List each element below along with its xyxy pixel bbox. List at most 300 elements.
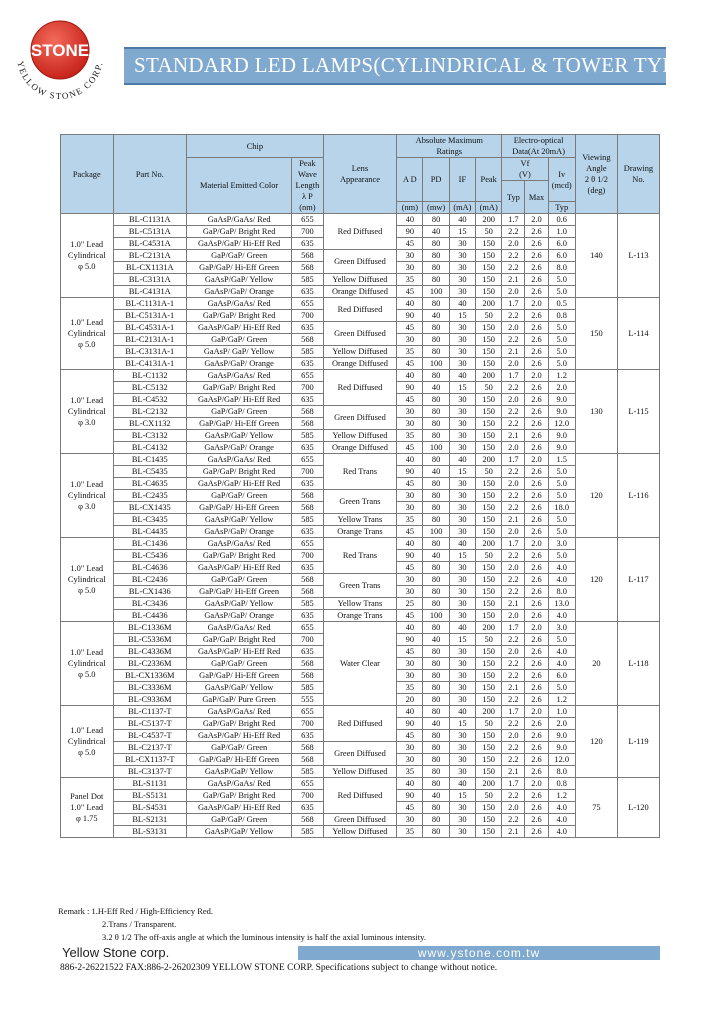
iv-typ-cell: 1.0 — [548, 706, 575, 718]
peak-current-cell: 200 — [476, 778, 502, 790]
material-cell: GaAsP/GaP/ Hi-Eff Red — [187, 730, 292, 742]
header-peak-wavelength — [292, 158, 324, 214]
ad-cell: 45 — [397, 802, 423, 814]
ad-cell: 30 — [397, 334, 423, 346]
iv-typ-cell: 9.0 — [548, 730, 575, 742]
wavelength-cell: 635 — [292, 286, 324, 298]
wavelength-cell: 635 — [292, 730, 324, 742]
table-row — [61, 286, 660, 298]
vf-typ-cell: 2.1 — [502, 514, 525, 526]
pd-cell: 80 — [423, 802, 449, 814]
ad-cell: 90 — [397, 718, 423, 730]
peak-current-cell: 150 — [476, 418, 502, 430]
peak-current-cell: 150 — [476, 562, 502, 574]
table-row — [61, 742, 660, 754]
pd-cell: 80 — [423, 622, 449, 634]
wavelength-cell: 568 — [292, 418, 324, 430]
iv-typ-cell: 0.6 — [548, 214, 575, 226]
vf-max-cell: 2.6 — [525, 502, 548, 514]
pd-cell: 80 — [423, 394, 449, 406]
material-cell: GaP/GaP/ Green — [187, 742, 292, 754]
header-pd: PD — [423, 158, 449, 202]
package-line: 1.0" Lead — [70, 648, 104, 657]
ad-cell: 40 — [397, 538, 423, 550]
wavelength-cell: 635 — [292, 442, 324, 454]
wavelength-cell: 655 — [292, 298, 324, 310]
pd-cell: 80 — [423, 478, 449, 490]
ad-cell: 25 — [397, 598, 423, 610]
ad-cell: 30 — [397, 754, 423, 766]
material-cell: GaP/GaP/ Pure Green — [187, 694, 292, 706]
part-number-cell: BL-S4531 — [113, 802, 187, 814]
wavelength-cell: 655 — [292, 370, 324, 382]
wavelength-cell: 568 — [292, 742, 324, 754]
vf-typ-cell: 2.2 — [502, 634, 525, 646]
pd-cell: 100 — [423, 442, 449, 454]
ad-cell: 30 — [397, 658, 423, 670]
vf-max-cell: 2.0 — [525, 706, 548, 718]
vf-typ-cell: 1.7 — [502, 214, 525, 226]
svg-text:YELLOW STONE CORP.: YELLOW STONE CORP. — [15, 60, 105, 102]
part-number-cell: BL-S1131 — [113, 778, 187, 790]
part-number-cell: BL-C2131A — [113, 250, 187, 262]
wavelength-cell: 568 — [292, 814, 324, 826]
vf-max-cell: 2.0 — [525, 538, 548, 550]
if-cell: 30 — [449, 250, 475, 262]
package-line: 1.0" Lead — [70, 480, 104, 489]
iv-typ-cell: 0.8 — [548, 310, 575, 322]
table-body — [61, 214, 660, 838]
peak-current-cell: 150 — [476, 514, 502, 526]
iv-typ-cell: 12.0 — [548, 754, 575, 766]
ad-cell: 90 — [397, 790, 423, 802]
drawing-no-cell: L-117 — [617, 538, 659, 622]
material-cell: GaAsP/GaP/ Hi-Eff Red — [187, 802, 292, 814]
iv-typ-cell: 9.0 — [548, 430, 575, 442]
vf-max-cell: 2.6 — [525, 670, 548, 682]
peak-current-cell: 50 — [476, 382, 502, 394]
vf-max-cell: 2.6 — [525, 442, 548, 454]
peak-current-cell: 150 — [476, 826, 502, 838]
part-number-cell: BL-C2435 — [113, 490, 187, 502]
material-cell: GaAsP/GaP/ Orange — [187, 610, 292, 622]
material-cell: GaAsP/GaAs/ Red — [187, 706, 292, 718]
vf-max-cell: 2.6 — [525, 610, 548, 622]
material-cell: GaAsP/GaAs/ Red — [187, 778, 292, 790]
table-row — [61, 574, 660, 586]
wavelength-cell: 635 — [292, 802, 324, 814]
vf-max-cell: 2.6 — [525, 418, 548, 430]
iv-typ-cell: 9.0 — [548, 742, 575, 754]
peak-current-cell: 150 — [476, 646, 502, 658]
vf-max-cell: 2.6 — [525, 574, 548, 586]
wavelength-cell: 585 — [292, 826, 324, 838]
if-cell: 30 — [449, 802, 475, 814]
lens-cell: Yellow Diffused — [323, 346, 397, 358]
ad-cell: 45 — [397, 358, 423, 370]
material-cell: GaAsP/GaP/ Yellow — [187, 682, 292, 694]
pd-cell: 80 — [423, 418, 449, 430]
header-vf — [502, 158, 548, 181]
lens-cell: Yellow Diffused — [323, 274, 397, 286]
iv-typ-cell: 5.0 — [548, 514, 575, 526]
viewing-angle-cell: 130 — [575, 370, 617, 454]
vf-typ-cell: 2.1 — [502, 826, 525, 838]
peak-current-cell: 150 — [476, 394, 502, 406]
vf-max-cell: 2.6 — [525, 754, 548, 766]
material-cell: GaP/GaP/ Green — [187, 574, 292, 586]
part-number-cell: BL-S3131 — [113, 826, 187, 838]
if-cell: 15 — [449, 634, 475, 646]
header-if: IF — [449, 158, 475, 202]
table-row — [61, 490, 660, 502]
pd-cell: 80 — [423, 670, 449, 682]
ad-cell: 40 — [397, 370, 423, 382]
pd-cell: 80 — [423, 490, 449, 502]
material-cell: GaP/GaP/ Bright Red — [187, 466, 292, 478]
wavelength-cell: 655 — [292, 454, 324, 466]
vf-max-cell: 2.6 — [525, 766, 548, 778]
ad-cell: 90 — [397, 382, 423, 394]
package-line: φ 5.0 — [78, 748, 96, 757]
part-number-cell: BL-S2131 — [113, 814, 187, 826]
package-cell — [61, 538, 114, 622]
wavelength-cell: 700 — [292, 226, 324, 238]
pd-cell: 80 — [423, 778, 449, 790]
peak-current-cell: 50 — [476, 790, 502, 802]
website-banner — [298, 946, 660, 960]
vf-typ-cell: 2.1 — [502, 766, 525, 778]
lens-cell: Red Diffused — [323, 706, 397, 742]
part-number-cell: BL-C2137-T — [113, 742, 187, 754]
material-cell: GaP/GaP/ Bright Red — [187, 310, 292, 322]
part-number-cell: BL-C3137-T — [113, 766, 187, 778]
if-cell: 40 — [449, 622, 475, 634]
iv-typ-cell: 4.0 — [548, 574, 575, 586]
material-cell: GaAsP/GaAs/ Red — [187, 370, 292, 382]
peak-current-cell: 150 — [476, 238, 502, 250]
package-line: Panel Dot — [70, 792, 104, 801]
lens-cell: Orange Diffused — [323, 442, 397, 454]
pd-cell: 80 — [423, 214, 449, 226]
pd-cell: 100 — [423, 526, 449, 538]
material-cell: GaAsP/GaP/ Hi-Eff Red — [187, 478, 292, 490]
iv-typ-cell: 5.0 — [548, 490, 575, 502]
vf-typ-cell: 2.0 — [502, 442, 525, 454]
part-number-cell: BL-C2132 — [113, 406, 187, 418]
vf-typ-cell: 2.2 — [502, 310, 525, 322]
vf-typ-cell: 2.2 — [502, 658, 525, 670]
material-cell: GaP/GaP/ Hi-Eff Green — [187, 262, 292, 274]
ad-cell: 40 — [397, 214, 423, 226]
part-number-cell: BL-CX1336M — [113, 670, 187, 682]
wavelength-cell: 700 — [292, 718, 324, 730]
package-line: 1.0" Lead — [70, 564, 104, 573]
pd-cell: 40 — [423, 634, 449, 646]
package-line: φ 3.0 — [78, 502, 96, 511]
ad-cell: 45 — [397, 526, 423, 538]
part-number-cell: BL-C5435 — [113, 466, 187, 478]
ad-cell: 30 — [397, 502, 423, 514]
ad-cell: 45 — [397, 442, 423, 454]
package-line: φ 3.0 — [78, 418, 96, 427]
iv-typ-cell: 4.0 — [548, 826, 575, 838]
wavelength-cell: 555 — [292, 694, 324, 706]
part-number-cell: BL-CX1137-T — [113, 754, 187, 766]
wavelength-cell: 568 — [292, 502, 324, 514]
if-cell: 30 — [449, 766, 475, 778]
header-ad-unit: (nm) — [397, 202, 423, 214]
pd-cell: 80 — [423, 250, 449, 262]
pd-cell: 40 — [423, 550, 449, 562]
wavelength-cell: 700 — [292, 466, 324, 478]
if-cell: 30 — [449, 598, 475, 610]
material-cell: GaAsP/GaAs/ Red — [187, 214, 292, 226]
lens-cell: Red Diffused — [323, 370, 397, 406]
if-cell: 30 — [449, 430, 475, 442]
table-row — [61, 214, 660, 226]
vf-max-cell: 2.0 — [525, 778, 548, 790]
header-iv — [548, 158, 575, 202]
wavelength-cell: 700 — [292, 310, 324, 322]
if-cell: 30 — [449, 742, 475, 754]
remark-line-2: 2.Trans / Transparent. — [102, 919, 177, 929]
material-cell: GaAsP/GaP/ Yellow — [187, 274, 292, 286]
wavelength-cell: 585 — [292, 274, 324, 286]
wavelength-cell: 635 — [292, 478, 324, 490]
ad-cell: 30 — [397, 406, 423, 418]
material-cell: GaP/GaP/ Bright Red — [187, 382, 292, 394]
material-cell: GaP/GaP/ Green — [187, 814, 292, 826]
vf-max-cell: 2.6 — [525, 358, 548, 370]
vf-typ-cell: 2.2 — [502, 418, 525, 430]
vf-typ-cell: 2.0 — [502, 610, 525, 622]
pd-cell: 80 — [423, 574, 449, 586]
viewing-angle-cell: 120 — [575, 706, 617, 778]
lens-cell: Green Diffused — [323, 406, 397, 430]
peak-current-cell: 150 — [476, 406, 502, 418]
vf-typ-cell: 2.0 — [502, 646, 525, 658]
pd-cell: 100 — [423, 358, 449, 370]
lens-cell: Green Diffused — [323, 250, 397, 274]
vf-typ-cell: 2.0 — [502, 562, 525, 574]
pd-cell: 100 — [423, 286, 449, 298]
part-number-cell: BL-C2336M — [113, 658, 187, 670]
pd-cell: 100 — [423, 610, 449, 622]
vf-typ-cell: 2.2 — [502, 742, 525, 754]
header-vf-typ: Typ — [502, 181, 525, 214]
pd-cell: 80 — [423, 706, 449, 718]
material-cell: GaP/GaP/ Bright Red — [187, 550, 292, 562]
material-cell: GaAsP/GaP/ Hi-Eff Red — [187, 394, 292, 406]
iv-typ-cell: 5.0 — [548, 526, 575, 538]
vf-typ-cell: 1.7 — [502, 454, 525, 466]
iv-typ-cell: 5.0 — [548, 346, 575, 358]
if-cell: 15 — [449, 226, 475, 238]
iv-typ-cell: 8.0 — [548, 262, 575, 274]
vf-max-cell: 2.6 — [525, 406, 548, 418]
vf-max-cell: 2.6 — [525, 562, 548, 574]
if-cell: 40 — [449, 778, 475, 790]
header-part-no: Part No. — [113, 135, 187, 214]
wavelength-cell: 700 — [292, 634, 324, 646]
vf-max-cell: 2.0 — [525, 298, 548, 310]
vf-typ-cell: 2.2 — [502, 718, 525, 730]
lens-cell: Green Trans — [323, 490, 397, 514]
vf-typ-cell: 2.0 — [502, 730, 525, 742]
peak-current-cell: 150 — [476, 658, 502, 670]
iv-typ-cell: 3.0 — [548, 538, 575, 550]
wavelength-cell: 655 — [292, 706, 324, 718]
ad-cell: 90 — [397, 634, 423, 646]
iv-typ-cell: 5.0 — [548, 550, 575, 562]
vf-max-cell: 2.6 — [525, 286, 548, 298]
vf-max-cell: 2.6 — [525, 478, 548, 490]
part-number-cell: BL-C4532 — [113, 394, 187, 406]
lens-cell: Red Trans — [323, 454, 397, 490]
page-title: STANDARD LED LAMPS(CYLINDRICAL & TOWER TYPES) — [134, 53, 707, 77]
ad-cell: 90 — [397, 466, 423, 478]
wavelength-cell: 585 — [292, 346, 324, 358]
if-cell: 15 — [449, 790, 475, 802]
vf-typ-cell: 2.0 — [502, 394, 525, 406]
vf-typ-cell: 2.2 — [502, 790, 525, 802]
svg-text:STONE: STONE — [30, 41, 90, 60]
ad-cell: 35 — [397, 826, 423, 838]
if-cell: 30 — [449, 826, 475, 838]
ad-cell: 30 — [397, 814, 423, 826]
iv-typ-cell: 5.0 — [548, 478, 575, 490]
ad-cell: 30 — [397, 250, 423, 262]
iv-typ-cell: 4.0 — [548, 658, 575, 670]
material-cell: GaP/GaP/ Green — [187, 658, 292, 670]
header-chip: Chip — [187, 135, 324, 158]
ad-cell: 45 — [397, 478, 423, 490]
header-wl-line3: Length — [295, 181, 320, 190]
vf-max-cell: 2.6 — [525, 250, 548, 262]
vf-max-cell: 2.6 — [525, 394, 548, 406]
pd-cell: 80 — [423, 538, 449, 550]
package-line: 1.0" Lead — [70, 318, 104, 327]
pd-cell: 40 — [423, 718, 449, 730]
website-link[interactable]: www.ystone.com.tw — [417, 946, 541, 960]
iv-typ-cell: 4.0 — [548, 562, 575, 574]
vf-max-cell: 2.6 — [525, 814, 548, 826]
material-cell: GaP/GaP/ Hi-Eff Green — [187, 586, 292, 598]
vf-max-cell: 2.6 — [525, 790, 548, 802]
if-cell: 40 — [449, 214, 475, 226]
peak-current-cell: 150 — [476, 442, 502, 454]
part-number-cell: BL-C5436 — [113, 550, 187, 562]
peak-current-cell: 150 — [476, 802, 502, 814]
table-row — [61, 514, 660, 526]
material-cell: GaAsP/GaP/ Hi-Eff Red — [187, 322, 292, 334]
lens-cell: Red Diffused — [323, 214, 397, 250]
peak-current-cell: 50 — [476, 226, 502, 238]
ad-cell: 20 — [397, 694, 423, 706]
if-cell: 30 — [449, 562, 475, 574]
vf-max-cell: 2.0 — [525, 214, 548, 226]
pd-cell: 80 — [423, 430, 449, 442]
vf-typ-cell: 2.2 — [502, 406, 525, 418]
table-row — [61, 766, 660, 778]
if-cell: 15 — [449, 466, 475, 478]
pd-cell: 80 — [423, 730, 449, 742]
vf-typ-cell: 1.7 — [502, 778, 525, 790]
vf-typ-cell: 2.2 — [502, 466, 525, 478]
vf-max-cell: 2.6 — [525, 634, 548, 646]
wavelength-cell: 568 — [292, 250, 324, 262]
peak-current-cell: 150 — [476, 334, 502, 346]
vf-typ-cell: 2.1 — [502, 346, 525, 358]
drawing-no-cell: L-114 — [617, 298, 659, 370]
iv-typ-cell: 8.0 — [548, 586, 575, 598]
peak-current-cell: 150 — [476, 322, 502, 334]
part-number-cell: BL-C4531A-1 — [113, 322, 187, 334]
material-cell: GaAsP/GaAs/ Red — [187, 538, 292, 550]
vf-max-cell: 2.6 — [525, 274, 548, 286]
ad-cell: 35 — [397, 430, 423, 442]
lens-cell: Orange Trans — [323, 526, 397, 538]
wavelength-cell: 585 — [292, 430, 324, 442]
lens-cell: Yellow Diffused — [323, 766, 397, 778]
ad-cell: 35 — [397, 274, 423, 286]
vf-typ-cell: 2.2 — [502, 814, 525, 826]
viewing-angle-cell: 120 — [575, 538, 617, 622]
peak-current-cell: 150 — [476, 490, 502, 502]
if-cell: 30 — [449, 694, 475, 706]
header-wl-line5: (nm) — [299, 203, 316, 212]
material-cell: GaP/GaP/ Hi-Eff Green — [187, 754, 292, 766]
material-cell: GaAsP/GaP/ Hi-Eff Red — [187, 562, 292, 574]
part-number-cell: BL-C1132 — [113, 370, 187, 382]
pd-cell: 80 — [423, 694, 449, 706]
viewing-angle-cell: 20 — [575, 622, 617, 706]
ad-cell: 45 — [397, 730, 423, 742]
package-line: 1.0" Lead — [70, 726, 104, 735]
peak-current-cell: 50 — [476, 550, 502, 562]
material-cell: GaAsP/GaP/ Yellow — [187, 826, 292, 838]
wavelength-cell: 635 — [292, 526, 324, 538]
table-header — [61, 135, 660, 214]
if-cell: 30 — [449, 610, 475, 622]
pd-cell: 40 — [423, 382, 449, 394]
pd-cell: 80 — [423, 406, 449, 418]
header-pd-unit: (mw) — [423, 202, 449, 214]
peak-current-cell: 200 — [476, 622, 502, 634]
package-line: φ 5.0 — [78, 586, 96, 595]
drawing-no-cell: L-119 — [617, 706, 659, 778]
table-row — [61, 298, 660, 310]
package-line: 1.0" Lead — [70, 240, 104, 249]
iv-typ-cell: 5.0 — [548, 634, 575, 646]
iv-typ-cell: 6.0 — [548, 670, 575, 682]
wavelength-cell: 568 — [292, 658, 324, 670]
vf-max-cell: 2.6 — [525, 490, 548, 502]
lens-cell: Red Diffused — [323, 298, 397, 322]
vf-typ-cell: 2.2 — [502, 574, 525, 586]
peak-current-cell: 200 — [476, 298, 502, 310]
if-cell: 40 — [449, 454, 475, 466]
ad-cell: 40 — [397, 706, 423, 718]
table-row — [61, 538, 660, 550]
peak-current-cell: 200 — [476, 538, 502, 550]
vf-typ-cell: 1.7 — [502, 622, 525, 634]
header-lens — [323, 135, 397, 214]
if-cell: 30 — [449, 682, 475, 694]
vf-max-cell: 2.6 — [525, 586, 548, 598]
vf-typ-cell: 2.0 — [502, 238, 525, 250]
